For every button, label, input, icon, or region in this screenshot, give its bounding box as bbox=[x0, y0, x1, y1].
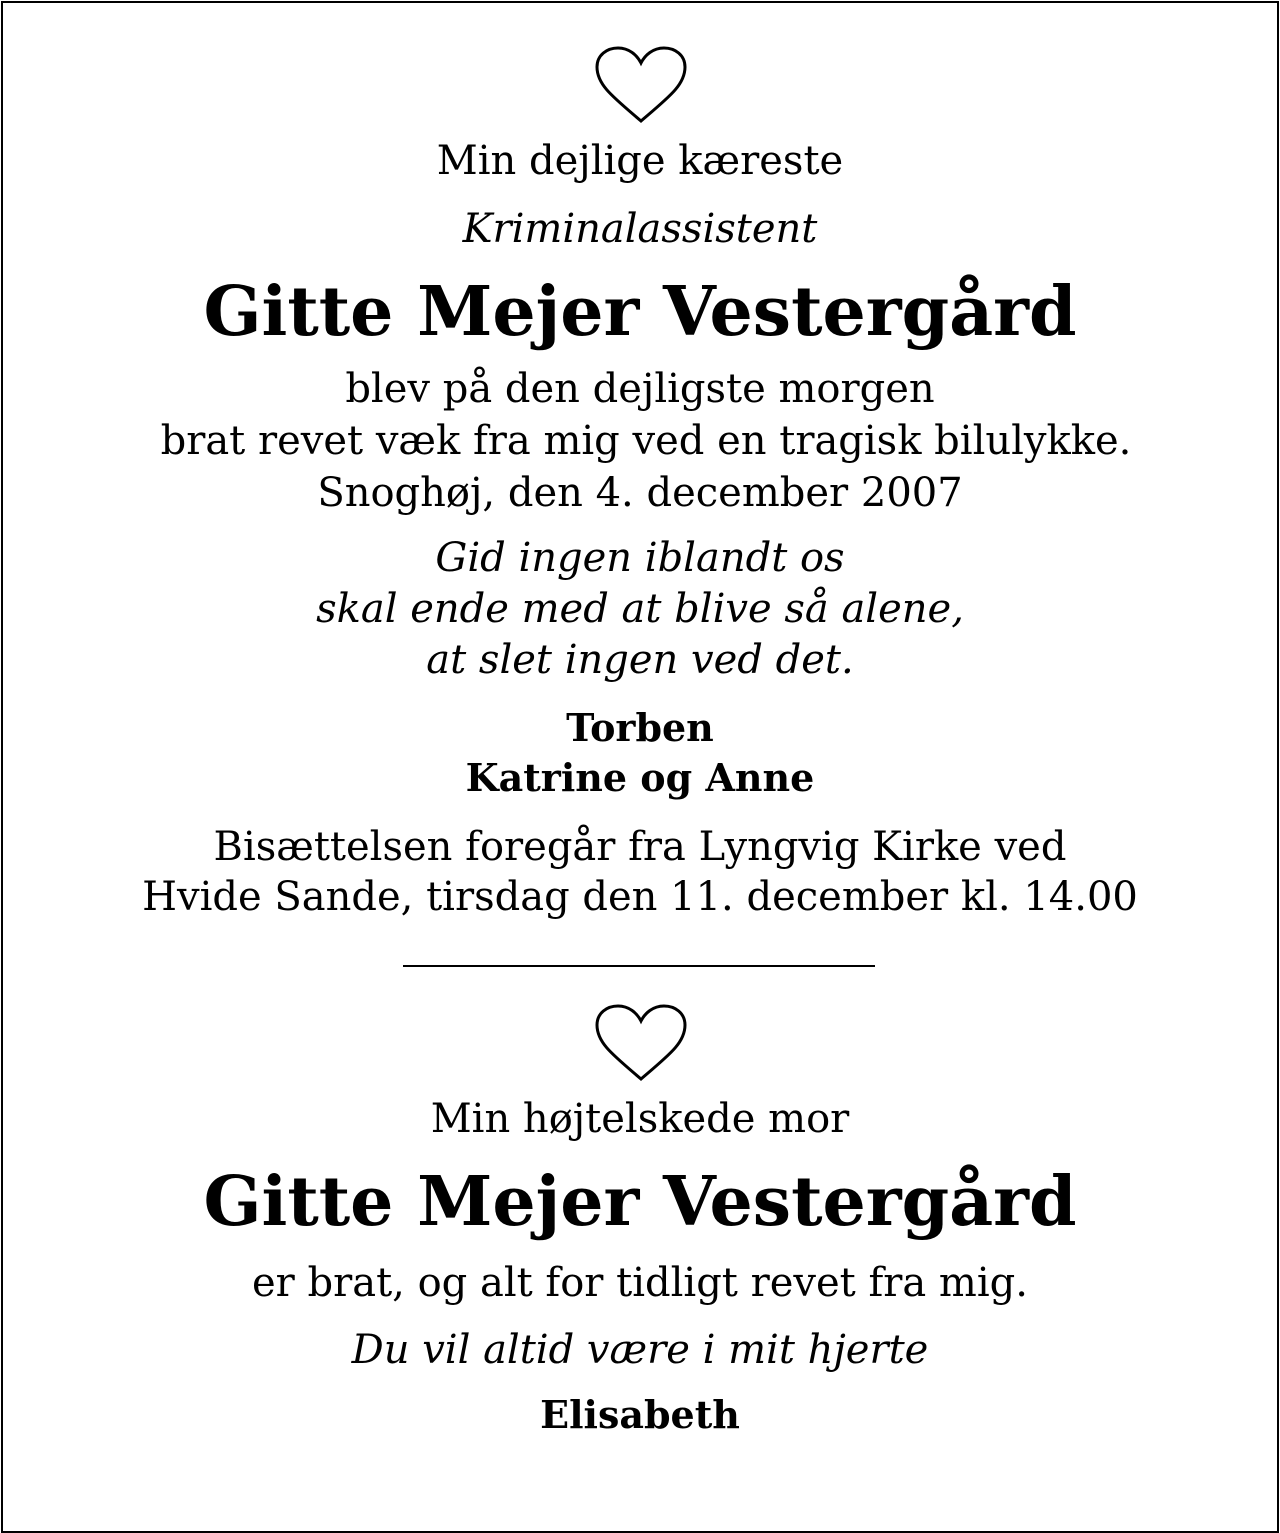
divider bbox=[403, 965, 875, 967]
signer: Torben bbox=[566, 705, 714, 750]
date-line: Snoghøj, den 4. december 2007 bbox=[317, 470, 963, 516]
deceased-name: Gitte Mejer Vestergård bbox=[203, 272, 1077, 352]
quote-line: Du vil altid være i mit hjerte bbox=[351, 1327, 929, 1373]
body-line: brat revet væk fra mig ved en tragisk bilulykke. bbox=[160, 418, 1132, 464]
poem-line: at slet ingen ved det. bbox=[426, 637, 854, 683]
signer: Elisabeth bbox=[540, 1392, 740, 1437]
funeral-line: Hvide Sande, tirsdag den 11. december kl. 14.00 bbox=[142, 874, 1138, 920]
deceased-name: Gitte Mejer Vestergård bbox=[203, 1162, 1077, 1242]
body-line: blev på den dejligste morgen bbox=[345, 366, 935, 412]
intro-text: Min højtelskede mor bbox=[430, 1096, 850, 1142]
intro-text: Min dejlige kæreste bbox=[436, 138, 844, 184]
signer: Katrine og Anne bbox=[465, 755, 815, 800]
body-line: er brat, og alt for tidligt revet fra mig. bbox=[252, 1260, 1028, 1306]
funeral-line: Bisættelsen foregår fra Lyngvig Kirke ved bbox=[213, 824, 1067, 870]
title-text: Kriminalassistent bbox=[462, 206, 818, 252]
heart-icon bbox=[593, 1003, 689, 1083]
poem-line: skal ende med at blive så alene, bbox=[316, 586, 964, 632]
poem-line: Gid ingen iblandt os bbox=[435, 535, 845, 581]
heart-icon bbox=[593, 45, 689, 125]
